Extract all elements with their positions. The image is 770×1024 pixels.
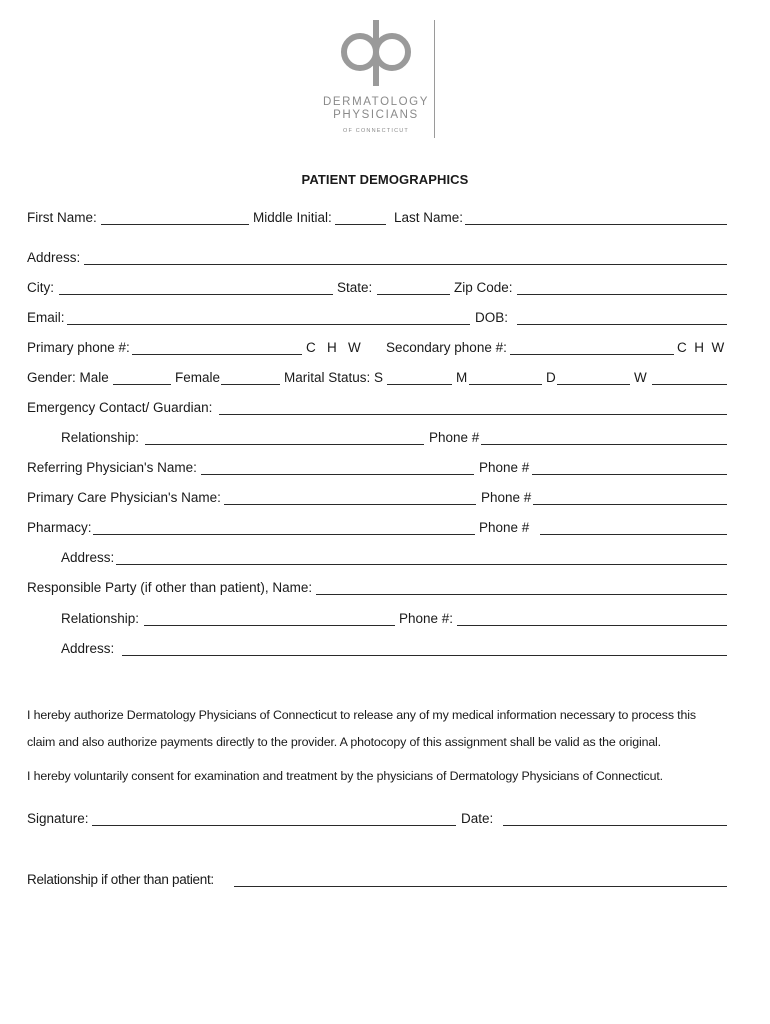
relationship-other-label: Relationship if other than patient: <box>27 872 214 887</box>
marital-widowed-label: W <box>634 370 647 385</box>
secondary-phone-field[interactable] <box>510 354 674 355</box>
referring-physician-row <box>0 459 770 477</box>
emergency-contact-row <box>0 399 770 417</box>
first-name-field[interactable] <box>101 224 249 225</box>
pcp-phone-field[interactable] <box>533 504 727 505</box>
pharmacy-address-label: Address: <box>61 550 115 565</box>
pharmacy-address-field[interactable] <box>116 564 727 565</box>
gender-male-field[interactable] <box>113 384 171 385</box>
pharmacy-label: Pharmacy: <box>27 520 92 535</box>
marital-married-field[interactable] <box>469 384 542 385</box>
city-field[interactable] <box>59 294 333 295</box>
responsible-party-row <box>0 579 770 597</box>
responsible-phone-label: Phone #: <box>399 611 454 626</box>
zip-label: Zip Code: <box>454 280 513 295</box>
signature-label: Signature: <box>27 811 89 826</box>
relationship-other-row <box>0 871 770 889</box>
last-name-label: Last Name: <box>394 210 464 225</box>
form-title: PATIENT DEMOGRAPHICS <box>301 172 469 187</box>
primary-phone-label: Primary phone #: <box>27 340 130 355</box>
gender-female-field[interactable] <box>221 384 280 385</box>
marital-married-label: M <box>456 370 468 385</box>
gender-male-label: Gender: Male <box>27 370 109 385</box>
emergency-relationship-field[interactable] <box>145 444 424 445</box>
logo-wordmark <box>318 96 434 122</box>
email-field[interactable] <box>67 324 470 325</box>
logo-line-physicians: PHYSICIANS <box>333 109 419 121</box>
gender-female-label: Female <box>175 370 221 385</box>
primary-phone-field[interactable] <box>132 354 302 355</box>
emergency-relationship-label: Relationship: <box>61 430 140 445</box>
primary-care-physician-row <box>0 489 770 507</box>
emergency-relationship-row <box>0 429 770 447</box>
authorization-line-2: claim and also authorize payments directly to the provider. A photocopy of this assignment shall be valid as the original. <box>27 735 661 749</box>
responsible-address-label: Address: <box>61 641 115 656</box>
responsible-relationship-row <box>0 610 770 628</box>
middle-initial-label: Middle Initial: <box>253 210 332 225</box>
responsible-address-field[interactable] <box>122 655 727 656</box>
emergency-phone-field[interactable] <box>481 444 727 445</box>
secondary-phone-label: Secondary phone #: <box>386 340 507 355</box>
middle-initial-field[interactable] <box>335 224 386 225</box>
responsible-phone-field[interactable] <box>457 625 727 626</box>
consent-statement: I hereby voluntarily consent for examination and treatment by the physicians of Dermatology Physicians of Connecticut. <box>27 769 663 783</box>
phone-row <box>0 339 770 357</box>
address-field[interactable] <box>84 264 727 265</box>
emergency-contact-field[interactable] <box>219 414 727 415</box>
dob-label: DOB: <box>475 310 509 325</box>
logo-divider <box>434 20 435 138</box>
responsible-relationship-field[interactable] <box>144 625 395 626</box>
referring-physician-label: Referring Physician's Name: <box>27 460 197 475</box>
date-label: Date: <box>461 811 494 826</box>
address-label: Address: <box>27 250 81 265</box>
marital-widowed-field[interactable] <box>652 384 727 385</box>
pcp-phone-label: Phone # <box>481 490 532 505</box>
date-field[interactable] <box>503 825 727 826</box>
dp-monogram-icon <box>340 18 412 88</box>
practice-logo <box>318 18 442 142</box>
city-row <box>0 279 770 297</box>
gender-marital-row <box>0 369 770 387</box>
signature-row <box>0 810 770 828</box>
emergency-phone-label: Phone # <box>429 430 480 445</box>
logo-line-connecticut: OF CONNECTICUT <box>343 128 409 134</box>
signature-field[interactable] <box>92 825 456 826</box>
marital-status-label: Marital Status: S <box>284 370 384 385</box>
emergency-contact-label: Emergency Contact/ Guardian: <box>27 400 213 415</box>
address-row <box>0 249 770 267</box>
state-label: State: <box>337 280 373 295</box>
referring-physician-field[interactable] <box>201 474 474 475</box>
last-name-field[interactable] <box>465 224 727 225</box>
primary-phone-type-options[interactable]: C H W <box>306 340 361 355</box>
zip-field[interactable] <box>517 294 727 295</box>
relationship-other-field[interactable] <box>234 886 727 887</box>
pharmacy-phone-field[interactable] <box>540 534 727 535</box>
primary-care-physician-label: Primary Care Physician's Name: <box>27 490 221 505</box>
dob-field[interactable] <box>517 324 727 325</box>
responsible-party-label: Responsible Party (if other than patient), Name: <box>27 580 313 595</box>
primary-care-physician-field[interactable] <box>224 504 476 505</box>
referring-phone-label: Phone # <box>479 460 530 475</box>
referring-phone-field[interactable] <box>532 474 727 475</box>
email-row <box>0 309 770 327</box>
email-label: Email: <box>27 310 65 325</box>
responsible-relationship-label: Relationship: <box>61 611 140 626</box>
name-row <box>0 209 770 227</box>
responsible-party-field[interactable] <box>316 594 727 595</box>
first-name-label: First Name: <box>27 210 97 225</box>
authorization-line-1: I hereby authorize Dermatology Physicians of Connecticut to release any of my medical information necessary to process this <box>27 708 696 722</box>
responsible-address-row <box>0 640 770 658</box>
pharmacy-phone-label: Phone # <box>479 520 530 535</box>
logo-line-dermatology: DERMATOLOGY <box>323 96 429 108</box>
marital-single-field[interactable] <box>387 384 452 385</box>
marital-divorced-field[interactable] <box>557 384 630 385</box>
pharmacy-row <box>0 519 770 537</box>
pharmacy-address-row <box>0 549 770 567</box>
secondary-phone-type-options[interactable]: C H W <box>677 340 725 355</box>
pharmacy-field[interactable] <box>93 534 475 535</box>
marital-divorced-label: D <box>546 370 556 385</box>
state-field[interactable] <box>377 294 450 295</box>
city-label: City: <box>27 280 54 295</box>
